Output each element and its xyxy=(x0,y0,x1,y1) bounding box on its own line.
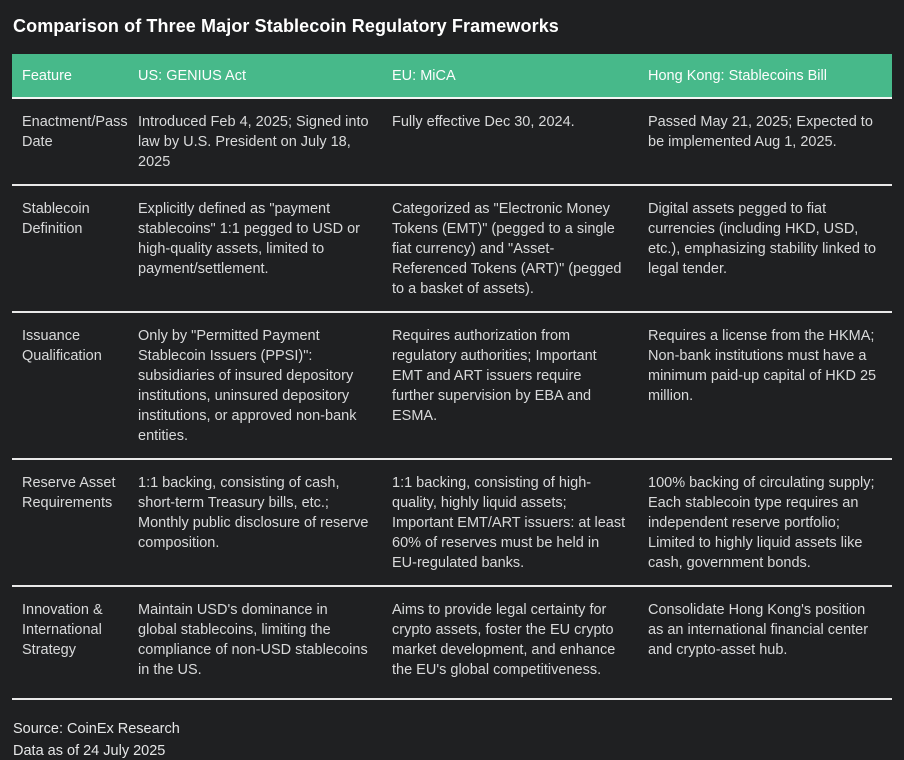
cell-eu: Categorized as "Electronic Money Tokens (EMT)" (pegged to a single fiat currency) and "Asset-Referenced Tokens (ART)" (pegged to a basket of assets). xyxy=(392,201,622,297)
cell-hk: Digital assets pegged to fiat currencies (including HKD, USD, etc.), emphasizing stability linked to legal tender. xyxy=(648,201,877,277)
row-feature-label: Issuance Qualification xyxy=(22,328,102,364)
cell-eu: Aims to provide legal certainty for crypto assets, foster the EU crypto market development, and enhance the EU's global competitiveness. xyxy=(392,602,616,678)
column-header-hong-kong-stablecoins-bill: Hong Kong: Stablecoins Bill xyxy=(648,67,827,84)
table-row-reserve-asset-requirements xyxy=(12,460,892,587)
cell-us: Maintain USD's dominance in global stablecoins, limiting the compliance of non-USD stablecoins in the US. xyxy=(138,602,368,678)
page-title: Comparison of Three Major Stablecoin Regulatory Frameworks xyxy=(13,16,559,36)
table-row-issuance-qualification xyxy=(12,313,892,460)
column-header-eu-mica: EU: MiCA xyxy=(392,67,456,84)
table-header-row xyxy=(12,54,892,99)
cell-hk: Passed May 21, 2025; Expected to be implemented Aug 1, 2025. xyxy=(648,114,873,150)
row-feature-label: Innovation & International Strategy xyxy=(22,602,103,658)
table-row-enactment-date xyxy=(12,99,892,186)
row-feature-label: Reserve Asset Requirements xyxy=(22,475,116,511)
cell-us: Explicitly defined as "payment stablecoins" 1:1 pegged to USD or high-quality assets, limited to payment/settlement. xyxy=(138,201,360,277)
cell-us: 1:1 backing, consisting of cash, short-term Treasury bills, etc.; Monthly public disclosure of reserve composition. xyxy=(138,475,369,551)
cell-hk: 100% backing of circulating supply; Each stablecoin type requires an independent reserve portfolio; Limited to highly liquid assets like cash, government bonds. xyxy=(648,475,875,571)
cell-eu: 1:1 backing, consisting of high-quality, highly liquid assets; Important EMT/ART issuers: at least 60% of reserves must be held in EU-regulated banks. xyxy=(392,475,626,571)
table-row-stablecoin-definition xyxy=(12,186,892,313)
cell-us: Only by "Permitted Payment Stablecoin Issuers (PPSI)": subsidiaries of insured depository institutions, uninsured depository institutions, or approved non-bank entities. xyxy=(138,328,357,444)
cell-hk: Requires a license from the HKMA; Non-bank institutions must have a minimum paid-up capital of HKD 25 million. xyxy=(648,328,877,404)
comparison-table xyxy=(12,54,892,700)
cell-eu: Requires authorization from regulatory authorities; Important EMT and ART issuers require further supervision by EBA and ESMA. xyxy=(392,328,597,424)
data-as-of-note: Data as of 24 July 2025 xyxy=(13,743,166,759)
row-feature-label: Enactment/Pass Date xyxy=(22,114,128,150)
source-note: Source: CoinEx Research xyxy=(13,721,180,737)
cell-eu: Fully effective Dec 30, 2024. xyxy=(392,114,575,130)
row-feature-label: Stablecoin Definition xyxy=(22,201,90,237)
column-header-feature: Feature xyxy=(22,67,72,84)
cell-hk: Consolidate Hong Kong's position as an international financial center and crypto-asset hub. xyxy=(648,602,869,658)
cell-us: Introduced Feb 4, 2025; Signed into law by U.S. President on July 18, 2025 xyxy=(138,114,369,170)
table-row-innovation-strategy xyxy=(12,587,892,700)
footer xyxy=(12,718,892,760)
column-header-us-genius-act: US: GENIUS Act xyxy=(138,67,246,84)
